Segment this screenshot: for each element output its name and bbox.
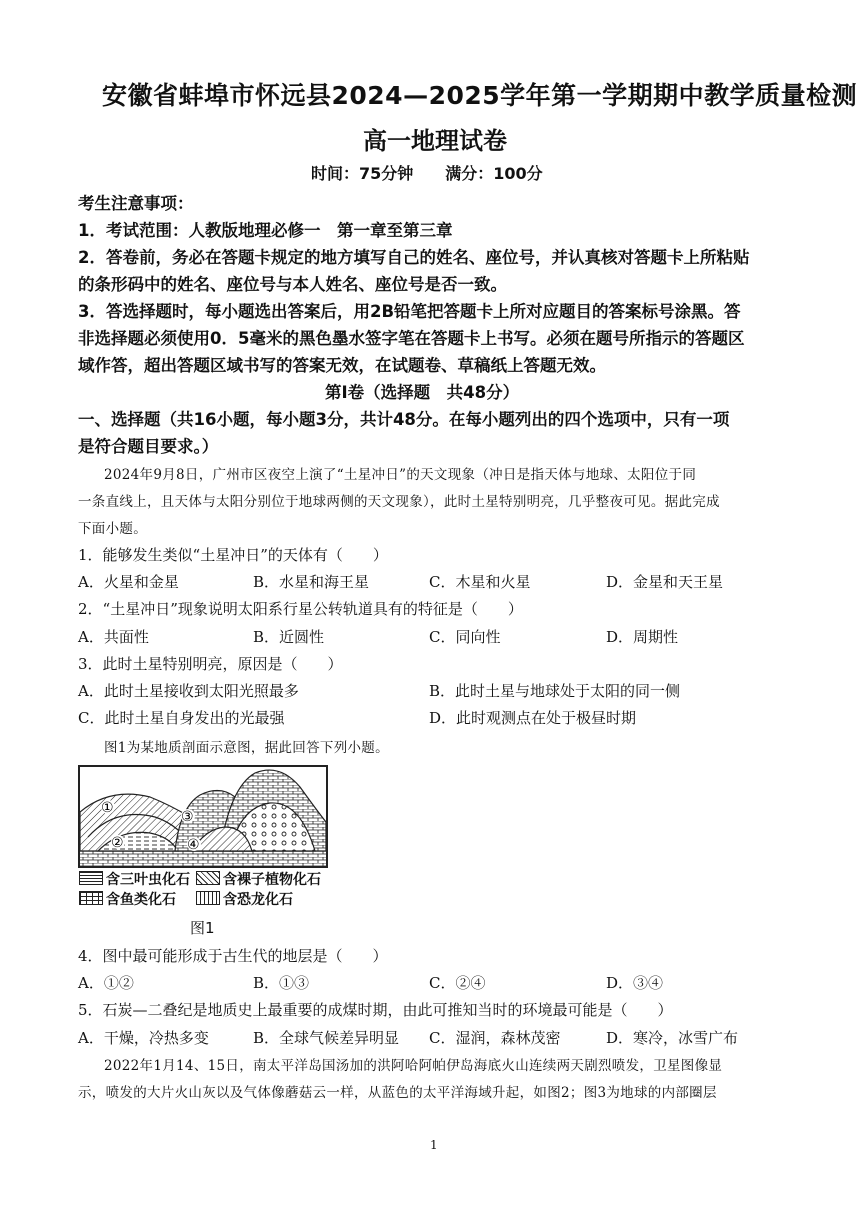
option-a: A．火星和金星 <box>78 573 179 591</box>
legend-item <box>196 869 321 889</box>
legend-item <box>196 889 293 909</box>
option-c: C．此时土星自身发出的光最强 <box>78 709 285 727</box>
legend-label: 含三叶虫化石 <box>106 872 190 888</box>
passage-text: 图1为某地质剖面示意图，据此回答下列小题。 <box>104 740 389 756</box>
option-row <box>78 680 798 702</box>
section-title: 第Ⅰ卷（选择题 共48分） <box>325 383 520 402</box>
option-d: D．此时观测点在处于极昼时期 <box>429 709 637 727</box>
trilobite-swatch-icon <box>79 871 103 885</box>
notice-item: 域作答，超出答题区域书写的答案无效，在试题卷、草稿纸上答题无效。 <box>78 356 606 375</box>
page-number: 1 <box>430 1138 438 1152</box>
passage-text: 一条直线上，且天体与太阳分别位于地球两侧的天文现象），此时土星特别明亮，几乎整夜可见。据此完成 <box>78 494 720 510</box>
option-row <box>78 1027 798 1049</box>
legend-label: 含裸子植物化石 <box>223 872 321 888</box>
option-c: C．湿润，森林茂密 <box>429 1029 561 1047</box>
option-c: C．②④ <box>429 974 486 992</box>
option-a: A．共面性 <box>78 628 149 646</box>
option-a: A．干燥，冷热多变 <box>78 1029 209 1047</box>
dinosaur-swatch-icon <box>196 891 220 905</box>
question-stem: 5．石炭—二叠纪是地质史上最重要的成煤时期，由此可推知当时的环境最可能是（ ） <box>78 1001 673 1019</box>
notice-heading: 考生注意事项： <box>78 194 194 213</box>
notice-item: 1．考试范围：人教版地理必修一 第一章至第三章 <box>78 221 453 240</box>
fish-swatch-icon <box>79 891 103 905</box>
legend-label: 含恐龙化石 <box>223 892 293 908</box>
option-b: B．此时土星与地球处于太阳的同一侧 <box>429 682 681 700</box>
option-row <box>78 626 798 648</box>
option-d: D．金星和天王星 <box>606 573 724 591</box>
option-b: B．近圆性 <box>253 628 325 646</box>
label-4: ④ <box>187 837 200 853</box>
question-stem: 3．此时土星特别明亮，原因是（ ） <box>78 655 343 673</box>
passage-text: 2024年9月8日，广州市区夜空上演了“土星冲日”的天文现象（冲日是指天体与地球、太阳位于同 <box>104 467 697 483</box>
option-a: A．此时土星接收到太阳光照最多 <box>78 682 299 700</box>
figure-caption: 图1 <box>190 919 215 937</box>
option-row <box>78 707 798 729</box>
notice-item: 2．答卷前，务必在答题卡规定的地方填写自己的姓名、座位号，并认真核对答题卡上所粘贴 <box>78 248 750 267</box>
passage-text: 下面小题。 <box>78 521 147 537</box>
notice-item: 非选择题必须使用0．5毫米的黑色墨水签字笔在答题卡上书写。必须在题号所指示的答题区 <box>78 329 745 348</box>
passage-text: 示，喷发的大片火山灰以及气体像蘑菇云一样，从蓝色的太平洋海域升起，如图2；图3为地球的内部圈层 <box>78 1085 717 1101</box>
option-b: B．全球气候差异明显 <box>253 1029 400 1047</box>
question-stem: 1．能够发生类似“土星冲日”的天体有（ ） <box>78 546 388 564</box>
exam-title: 安徽省蚌埠市怀远县2024—2025学年第一学期期中教学质量检测 <box>102 81 858 110</box>
option-c: C．木星和火星 <box>429 573 531 591</box>
legend-item <box>79 869 190 889</box>
legend-label: 含鱼类化石 <box>106 892 176 908</box>
section-heading: 是符合题目要求。） <box>78 437 219 456</box>
option-a: A．①② <box>78 974 134 992</box>
option-d: D．寒冷，冰雪广布 <box>606 1029 739 1047</box>
label-3: ③ <box>181 809 194 825</box>
label-1: ① <box>101 800 114 816</box>
option-b: B．水星和海王星 <box>253 573 370 591</box>
section-heading: 一、选择题（共16小题，每小题3分，共计48分。在每小题列出的四个选项中，只有一项 <box>78 410 730 429</box>
option-row <box>78 972 798 994</box>
gymnosperm-swatch-icon <box>196 871 220 885</box>
label-2: ② <box>111 835 124 851</box>
option-b: B．①③ <box>253 974 310 992</box>
exam-meta: 时间：75分钟 满分：100分 <box>311 164 543 183</box>
option-d: D．周期性 <box>606 628 679 646</box>
question-stem: 2．“土星冲日”现象说明太阳系行星公转轨道具有的特征是（ ） <box>78 600 523 618</box>
question-stem: 4．图中最可能形成于古生代的地层是（ ） <box>78 947 388 965</box>
exam-subtitle: 高一地理试卷 <box>363 127 507 155</box>
legend-item <box>79 889 176 909</box>
option-d: D．③④ <box>606 974 664 992</box>
option-row <box>78 571 798 593</box>
notice-item: 的条形码中的姓名、座位号与本人姓名、座位号是否一致。 <box>78 275 507 294</box>
geologic-profile-drawing <box>80 767 326 866</box>
passage-text: 2022年1月14、15日，南太平洋岛国汤加的洪阿哈阿帕伊岛海底火山连续两天剧烈喷发，卫星图像显 <box>104 1058 723 1074</box>
geologic-profile-figure <box>78 765 328 868</box>
notice-item: 3．答选择题时，每小题选出答案后，用2B铅笔把答题卡上所对应题目的答案标号涂黑。答 <box>78 302 741 321</box>
option-c: C．同向性 <box>429 628 501 646</box>
